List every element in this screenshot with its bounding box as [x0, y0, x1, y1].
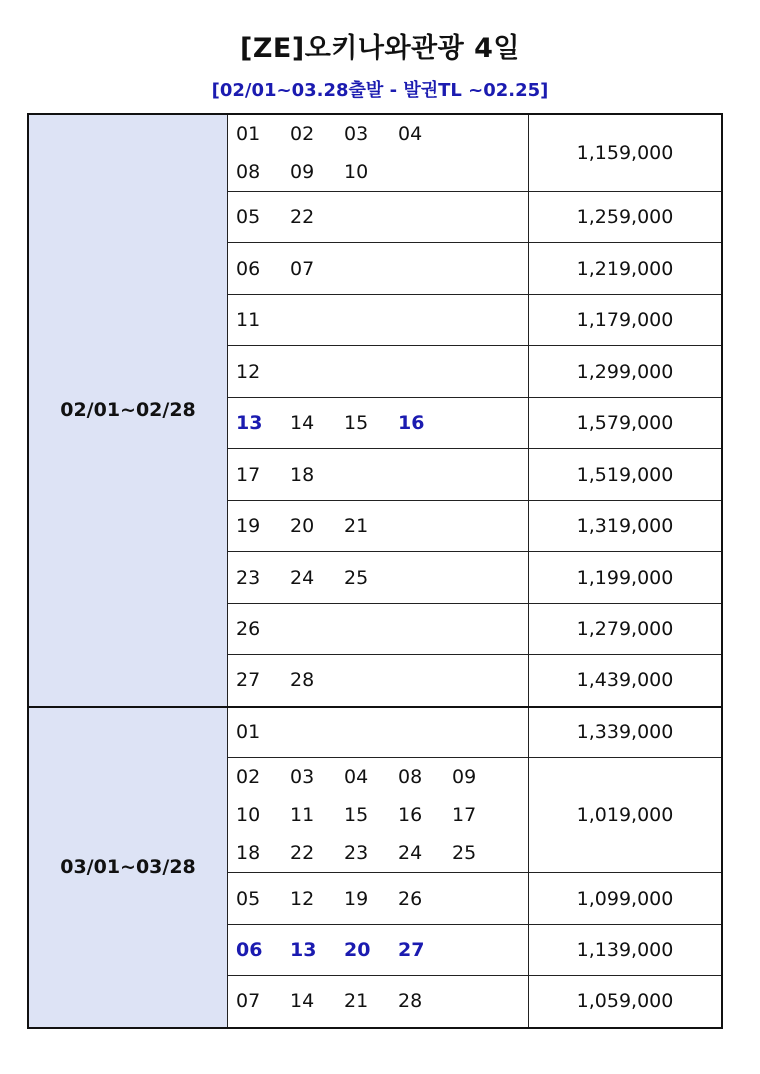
departure-date: 18 [290, 463, 315, 486]
period-cell: 03/01~03/28 [28, 707, 228, 1028]
departure-dates-cell [228, 604, 529, 655]
date-line [236, 931, 528, 969]
table-row [28, 114, 722, 192]
departure-date: 05 [236, 887, 261, 910]
date-line [236, 198, 528, 236]
departure-date: 22 [290, 842, 315, 864]
departure-date: 16 [398, 412, 425, 434]
departure-date: 12 [236, 360, 261, 383]
departure-date: 26 [236, 618, 261, 640]
departure-date: 28 [290, 669, 315, 692]
departure-date: 13 [236, 412, 263, 434]
departure-date: 11 [290, 804, 315, 826]
date-line [236, 758, 528, 796]
page-title: [ZE]오키나와관광 4일 [240, 33, 520, 64]
date-line [236, 507, 528, 545]
departure-date: 03 [344, 123, 369, 145]
price-cell: 1,059,000 [529, 976, 723, 1028]
date-line [236, 982, 528, 1020]
date-line [236, 301, 528, 339]
departure-date: 18 [236, 842, 261, 864]
date-line [236, 834, 528, 872]
departure-date: 26 [398, 887, 423, 910]
price-cell: 1,099,000 [529, 873, 723, 925]
departure-dates-cell [228, 449, 529, 501]
price-cell: 1,319,000 [529, 501, 723, 552]
departure-date: 01 [236, 123, 261, 145]
departure-dates-cell [228, 192, 529, 243]
departure-dates-cell [228, 925, 529, 976]
departure-date: 07 [236, 990, 261, 1013]
departure-date: 09 [290, 161, 315, 183]
departure-date: 03 [290, 766, 315, 788]
departure-date: 10 [344, 161, 369, 183]
departure-date: 14 [290, 412, 315, 434]
departure-date: 20 [290, 515, 315, 537]
departure-date: 07 [290, 257, 315, 280]
price-cell: 1,519,000 [529, 449, 723, 501]
price-cell: 1,159,000 [529, 114, 723, 192]
departure-dates-cell [228, 346, 529, 398]
date-line [236, 115, 528, 153]
price-cell: 1,139,000 [529, 925, 723, 976]
date-line [236, 713, 528, 751]
date-line [236, 610, 528, 648]
departure-date: 21 [344, 990, 369, 1013]
departure-dates-cell [228, 758, 529, 873]
date-line [236, 353, 528, 391]
date-line [236, 250, 528, 288]
date-line [236, 404, 528, 442]
departure-date: 13 [290, 939, 317, 961]
departure-date: 10 [236, 804, 261, 826]
date-line [236, 153, 528, 191]
departure-date: 08 [398, 766, 423, 788]
departure-date: 09 [452, 766, 477, 788]
departure-dates-cell [228, 114, 529, 192]
departure-date: 24 [398, 842, 423, 864]
departure-date: 01 [236, 721, 261, 744]
departure-dates-cell [228, 707, 529, 758]
departure-date: 24 [290, 566, 315, 589]
price-cell: 1,579,000 [529, 398, 723, 449]
departure-date: 23 [344, 842, 369, 864]
departure-date: 23 [236, 566, 261, 589]
departure-date: 25 [452, 842, 477, 864]
departure-date: 19 [344, 887, 369, 910]
price-cell: 1,299,000 [529, 346, 723, 398]
departure-date: 04 [344, 766, 369, 788]
departure-date: 05 [236, 206, 261, 228]
departure-date: 11 [236, 309, 261, 331]
departure-date: 17 [452, 804, 477, 826]
price-cell: 1,439,000 [529, 655, 723, 707]
departure-date: 17 [236, 463, 261, 486]
price-cell: 1,339,000 [529, 707, 723, 758]
price-table [27, 113, 723, 1029]
departure-dates-cell [228, 243, 529, 295]
departure-date: 04 [398, 123, 423, 145]
departure-date: 20 [344, 939, 371, 961]
departure-date: 19 [236, 515, 261, 537]
departure-date: 21 [344, 515, 369, 537]
departure-date: 12 [290, 887, 315, 910]
departure-date: 06 [236, 939, 263, 961]
price-cell: 1,199,000 [529, 552, 723, 604]
departure-dates-cell [228, 295, 529, 346]
page-subtitle: [02/01~03.28출발 - 발권TL ~02.25] [211, 80, 549, 101]
departure-date: 02 [290, 123, 315, 145]
departure-date: 22 [290, 206, 315, 228]
period-cell: 02/01~02/28 [28, 114, 228, 707]
departure-date: 25 [344, 566, 369, 589]
price-cell: 1,279,000 [529, 604, 723, 655]
table-row [28, 707, 722, 758]
departure-date: 14 [290, 990, 315, 1013]
date-line [236, 796, 528, 834]
departure-date: 06 [236, 257, 261, 280]
price-cell: 1,019,000 [529, 758, 723, 873]
departure-date: 02 [236, 766, 261, 788]
departure-date: 15 [344, 412, 369, 434]
departure-dates-cell [228, 873, 529, 925]
departure-date: 27 [236, 669, 261, 692]
departure-dates-cell [228, 976, 529, 1028]
departure-dates-cell [228, 552, 529, 604]
departure-date: 16 [398, 804, 423, 826]
departure-dates-cell [228, 655, 529, 707]
departure-date: 08 [236, 161, 261, 183]
date-line [236, 559, 528, 597]
departure-date: 27 [398, 939, 425, 961]
departure-dates-cell [228, 501, 529, 552]
date-line [236, 880, 528, 918]
departure-dates-cell [228, 398, 529, 449]
price-cell: 1,179,000 [529, 295, 723, 346]
date-line [236, 661, 528, 699]
price-cell: 1,259,000 [529, 192, 723, 243]
price-cell: 1,219,000 [529, 243, 723, 295]
departure-date: 15 [344, 804, 369, 826]
date-line [236, 456, 528, 494]
departure-date: 28 [398, 990, 423, 1013]
